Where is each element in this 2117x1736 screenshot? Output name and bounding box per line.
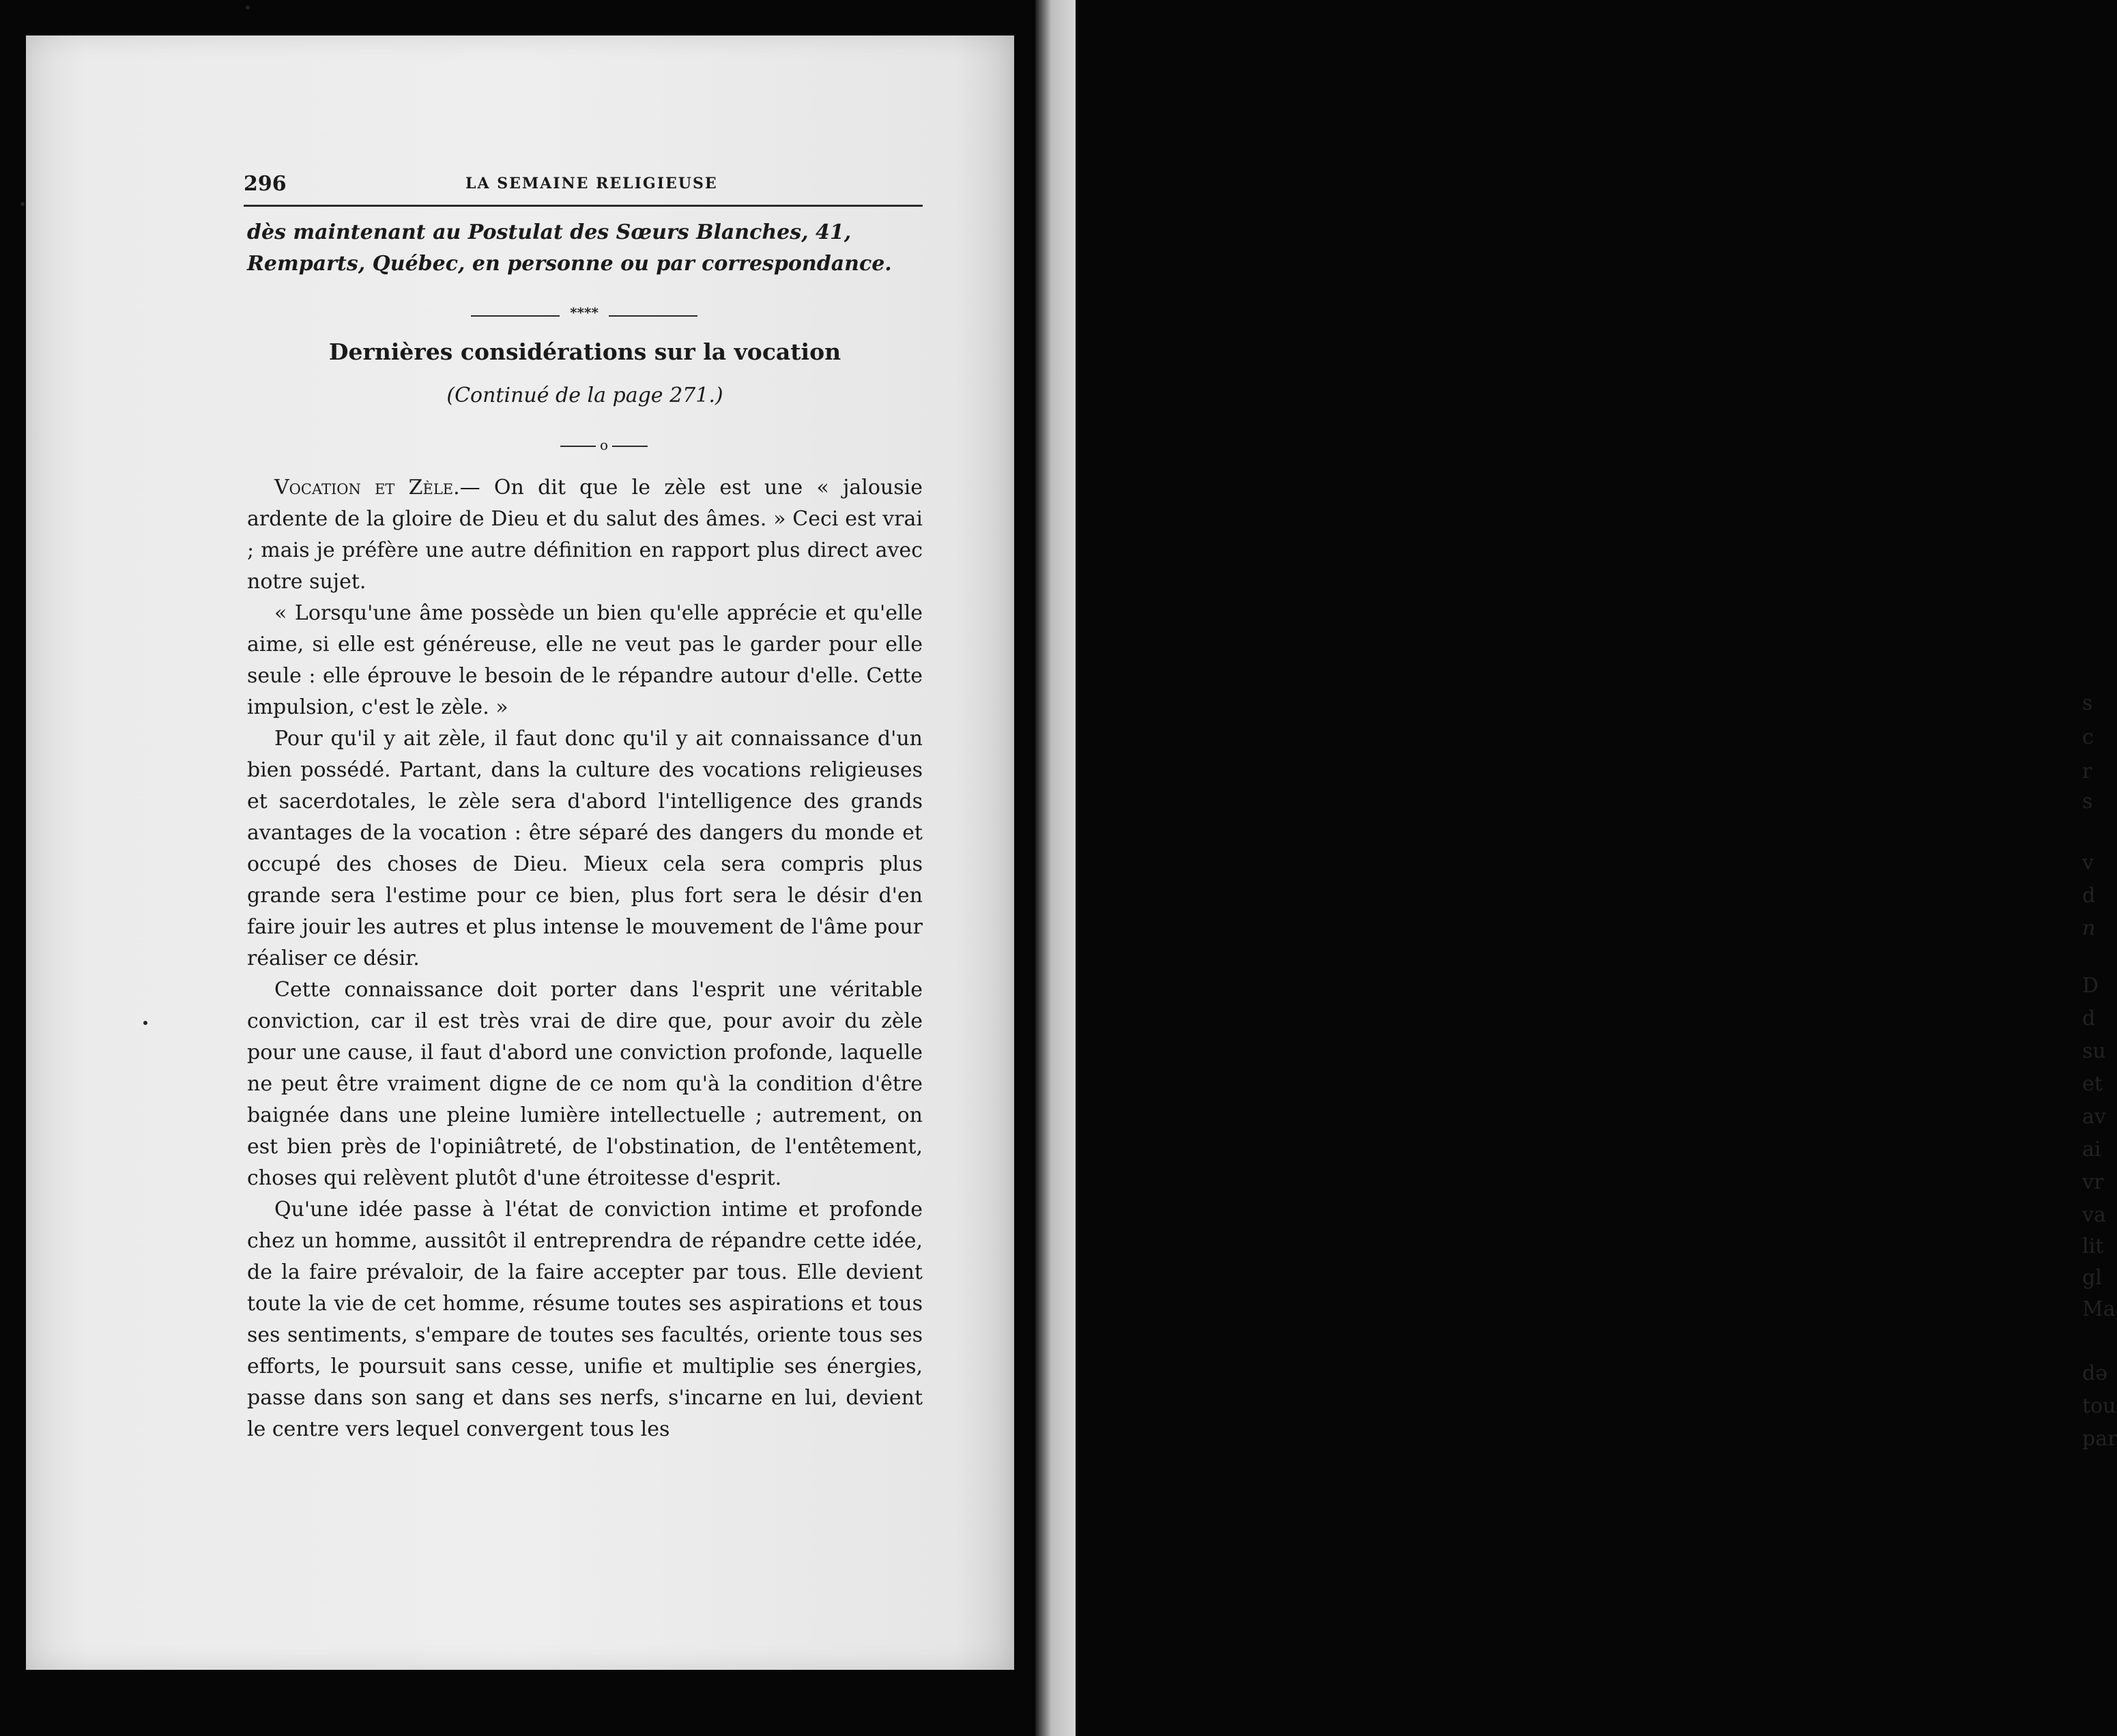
facing-page-fragment: r — [2082, 760, 2092, 783]
section-separator — [471, 304, 697, 322]
facing-page-fragment: tou — [2082, 1394, 2116, 1418]
facing-page-fragment: s — [2082, 790, 2093, 813]
separator-line-left — [471, 315, 560, 317]
journal-title: LA SEMAINE RELIGIEUSE — [465, 175, 718, 192]
dust-speck — [20, 202, 25, 206]
facing-page-fragment: av — [2082, 1105, 2106, 1129]
intro-paragraph: dès maintenant au Postulat des Sœurs Blanches, 41, Remparts, Québec, en personne ou par correspondance. — [247, 220, 892, 276]
continuation-note: (Continué de la page 271.) — [446, 384, 723, 407]
facing-page-fragment: vr — [2082, 1170, 2104, 1194]
paragraph-lead: Vocation et Zèle. — [274, 476, 460, 500]
facing-page-fragment: va — [2082, 1203, 2106, 1227]
dust-speck — [143, 1021, 147, 1025]
mini-separator-mark: o — [599, 437, 609, 453]
body-paragraph — [247, 974, 923, 1194]
facing-page-fragment: n — [2082, 916, 2096, 940]
header-rule — [244, 205, 923, 207]
body-paragraph — [247, 723, 923, 974]
article-title: Dernières considérations sur la vocation — [328, 338, 841, 365]
facing-page-fragment: d — [2082, 884, 2096, 908]
separator-line-right — [609, 315, 697, 317]
facing-page-fragment: lit — [2082, 1234, 2104, 1258]
body-paragraph — [247, 1194, 923, 1445]
facing-page-fragment: d — [2082, 1007, 2096, 1030]
paragraph-text: « Lorsqu'une âme possède un bien qu'elle apprécie et qu'elle aime, si elle est généreuse, elle ne veut pas le garder pour elle seule : elle éprouve le besoin de le répandre autour d'elle. Cette impulsion, c'est le zèle. » — [247, 601, 923, 719]
facing-page-fragment: Ma — [2082, 1297, 2116, 1321]
page-number: 296 — [244, 172, 287, 196]
separator-stars: **** — [570, 304, 599, 321]
paragraph-text: — On dit que le zèle est une « jalousie ardente de la gloire de Dieu et du salut des âmes. » Ceci est vrai ; mais je préfère une autre définition en rapport plus direct avec notre sujet. — [247, 476, 923, 594]
facing-page-fragment: c — [2082, 725, 2094, 749]
facing-page-fragment: ai — [2082, 1138, 2101, 1161]
paragraph-text: Cette connaissance doit porter dans l'esprit une véritable conviction, car il est très vrai de dire que, pour avoir du zèle pour une cause, il faut d'abord une conviction profonde, laquelle ne peut être vraiment digne de ce nom qu'à la condition d'être baignée dans une pleine lumière intellectuelle ; autrement, on est bien près de l'opiniâtreté, de l'obstination, de l'entêtement, choses qui relèvent plutôt d'une étroitesse d'esprit. — [247, 978, 923, 1190]
body-paragraph — [247, 598, 923, 723]
dust-speck — [246, 5, 250, 10]
mini-separator — [556, 437, 652, 453]
facing-page-fragment: v — [2082, 851, 2094, 875]
facing-page-fragment: par — [2082, 1427, 2117, 1451]
facing-page-fragment: dә — [2082, 1361, 2107, 1385]
facing-page-edge — [1035, 0, 2117, 1736]
facing-page-fragment: D — [2082, 974, 2099, 998]
running-head — [244, 172, 923, 202]
article-body — [247, 472, 923, 1445]
facing-page-fragment: et — [2082, 1072, 2103, 1096]
body-paragraph — [247, 472, 923, 598]
paragraph-text: Pour qu'il y ait zèle, il faut donc qu'il y ait connaissance d'un bien possédé. Partant, dans la culture des vocations religieuses et sacerdotales, le zèle sera d'abord l'intelligence des grands avantages de la vocation : être séparé des dangers du monde et occupé des choses de Dieu. Mieux cela sera compris plus grande sera l'estime pour ce bien, plus fort sera le désir d'en faire jouir les autres et plus intense le mouvement de l'âme pour réaliser ce désir. — [247, 727, 923, 970]
facing-page-fragment: s — [2082, 691, 2093, 715]
mini-separator-dash — [612, 446, 648, 447]
facing-page-fragment: gl — [2082, 1266, 2102, 1290]
facing-page-fragment: su — [2082, 1039, 2106, 1063]
mini-separator-dash — [560, 446, 596, 447]
paragraph-text: Qu'une idée passe à l'état de conviction intime et profonde chez un homme, aussitôt il entreprendra de répandre cette idée, de la faire prévaloir, de la faire accepter par tous. Elle devient toute la vie de cet homme, résume toutes ses aspirations et tous ses sentiments, s'empare de toutes ses facultés, oriente tous ses efforts, le poursuit sans cesse, unifie et multiplie ses énergies, passe dans son sang et dans ses nerfs, s'incarne en lui, devient le centre vers lequel convergent tous les — [247, 1198, 923, 1441]
